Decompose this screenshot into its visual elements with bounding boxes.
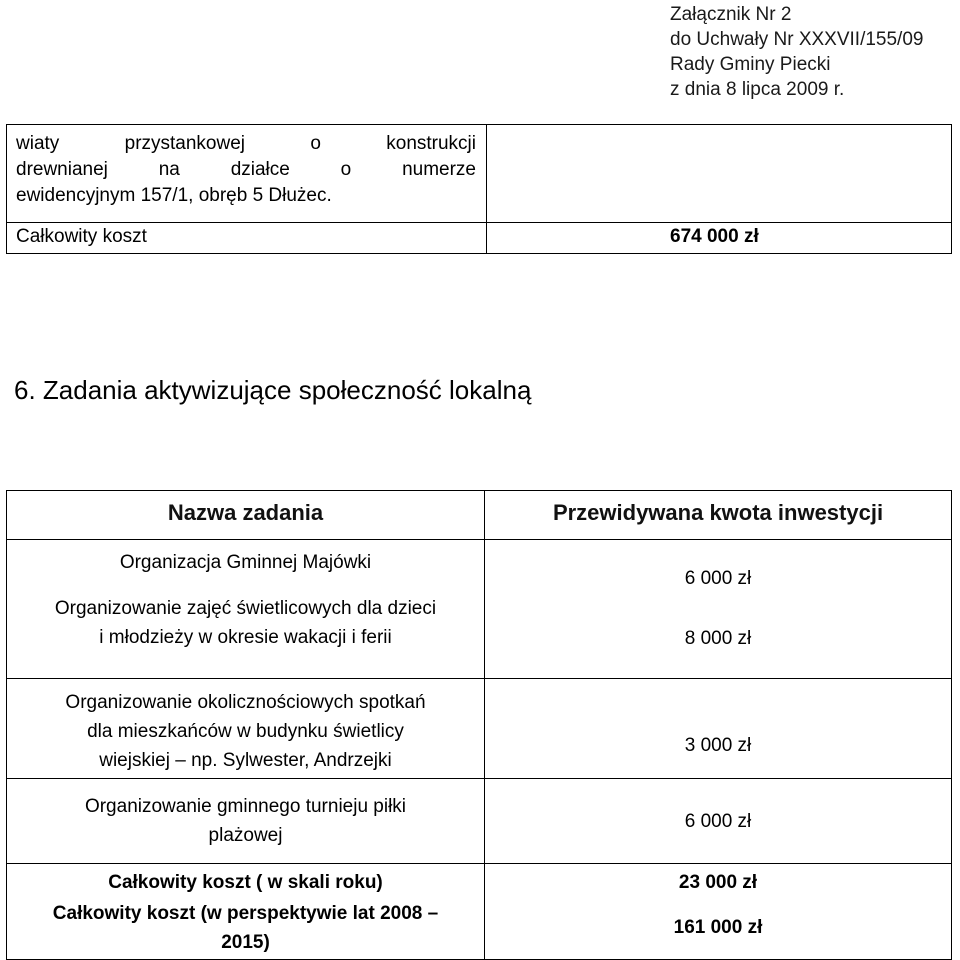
- annex-header: [670, 2, 923, 102]
- annual-total-label: [7, 868, 484, 897]
- task-name-line: Organizowanie gminnego turnieju piłki: [84, 796, 407, 817]
- annex-line: Załącznik Nr 2: [670, 4, 792, 25]
- task-name-line: Organizowanie zajęć świetlicowych dla dzieci: [54, 598, 437, 619]
- task-amount: 6 000 zł: [684, 568, 752, 589]
- task-description: [16, 131, 476, 209]
- annex-line: z dnia 8 lipca 2009 r.: [670, 79, 845, 100]
- top-cost-table: [6, 124, 952, 254]
- table-divider: [7, 778, 951, 779]
- table-divider: [7, 539, 951, 540]
- total-label-line: Całkowity koszt ( w skali roku): [108, 872, 383, 893]
- table-divider: [7, 222, 951, 223]
- annex-line: Rady Gminy Piecki: [670, 54, 831, 75]
- task-name: [7, 594, 484, 652]
- section-title: 6. Zadania aktywizujące społeczność lokalną: [14, 375, 532, 405]
- description-line: drewnianej na działce o numerze: [16, 159, 476, 180]
- column-header-amount: Przewidywana kwota inwestycji: [552, 500, 884, 525]
- total-label-line: Całkowity koszt (w perspektywie lat 2008 –: [52, 903, 439, 924]
- task-name-line: Organizowanie okolicznościowych spotkań: [65, 692, 426, 713]
- task-name: [7, 688, 484, 775]
- task-amount: 3 000 zł: [684, 735, 752, 756]
- multiyear-total-value: 161 000 zł: [673, 917, 763, 938]
- task-name-line: wiejskiej – np. Sylwester, Andrzejki: [99, 750, 392, 771]
- task-amount: 8 000 zł: [684, 628, 752, 649]
- description-line: wiaty przystankowej o konstrukcji: [16, 133, 476, 154]
- description-line: ewidencyjnym 157/1, obręb 5 Dłużec.: [16, 185, 332, 206]
- column-header-name: Nazwa zadania: [167, 500, 324, 525]
- task-name-line: dla mieszkańców w budynku świetlicy: [87, 721, 404, 742]
- total-cost-label: Całkowity koszt: [16, 226, 147, 247]
- total-label-line: 2015): [221, 932, 270, 953]
- total-cost-value: 674 000 zł: [670, 226, 759, 247]
- table-divider: [486, 125, 487, 253]
- annex-line: do Uchwały Nr XXXVII/155/09: [670, 29, 924, 50]
- task-name-line: i młodzieży w okresie wakacji i ferii: [99, 627, 392, 648]
- task-name-line: plażowej: [208, 825, 283, 846]
- task-name-line: Organizacja Gminnej Majówki: [119, 552, 372, 573]
- annual-total-value: 23 000 zł: [678, 872, 758, 893]
- task-name: [7, 792, 484, 850]
- task-amount: 6 000 zł: [684, 811, 752, 832]
- table-divider: [7, 678, 951, 679]
- tasks-table: [6, 490, 952, 960]
- table-divider: [7, 863, 951, 864]
- multiyear-total-label: [7, 899, 484, 957]
- task-name: [7, 548, 484, 577]
